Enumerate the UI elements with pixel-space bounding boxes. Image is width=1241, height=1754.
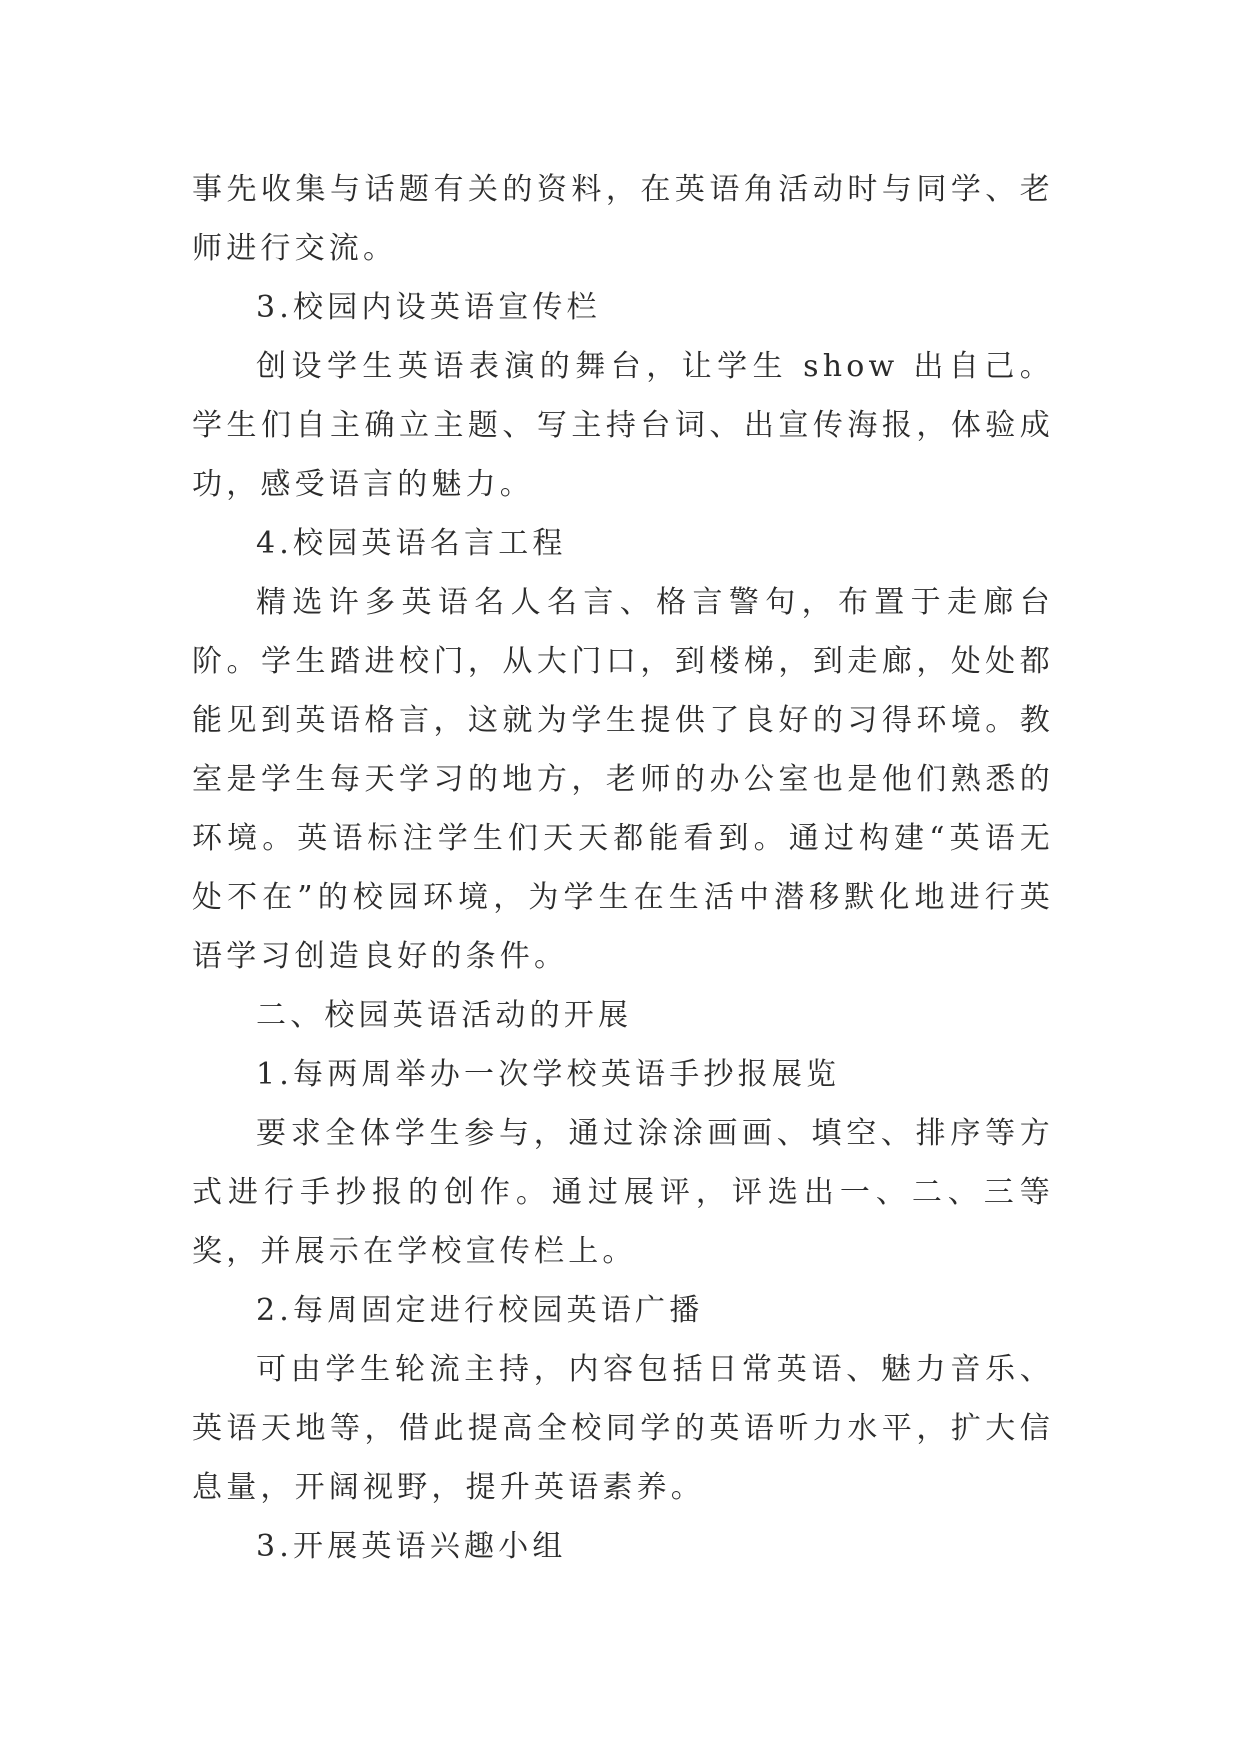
paragraph-continuation: 事先收集与话题有关的资料，在英语角活动时与同学、老师进行交流。 (192, 172, 1054, 266)
section-heading-english-broadcast: 2.每周固定进行校园英语广播 (256, 1293, 704, 1328)
chapter-heading-english-activities: 二、校园英语活动的开展 (256, 998, 633, 1033)
section-heading-english-bulletin-board: 3.校园内设英语宣传栏 (256, 290, 601, 325)
paragraph-english-performance-stage: 创设学生英语表演的舞台，让学生 show 出自己。学生们自主确立主题、写主持台词、出宣传海报，体验成功，感受语言的魅力。 (192, 349, 1054, 502)
section-heading-interest-group: 3.开展英语兴趣小组 (256, 1529, 567, 1564)
section-heading-english-quotes-project: 4.校园英语名言工程 (256, 526, 567, 561)
section-heading-handwritten-newspaper: 1.每两周举办一次学校英语手抄报展览 (256, 1057, 841, 1092)
paragraph-english-broadcast: 可由学生轮流主持，内容包括日常英语、魅力音乐、英语天地等，借此提高全校同学的英语听力水平，扩大信息量，开阔视野，提升英语素养。 (192, 1352, 1054, 1505)
paragraph-handwritten-newspaper: 要求全体学生参与，通过涂涂画画、填空、排序等方式进行手抄报的创作。通过展评，评选出一、二、三等奖，并展示在学校宣传栏上。 (192, 1116, 1054, 1269)
paragraph-english-quotes: 精选许多英语名人名言、格言警句，布置于走廊台阶。学生踏进校门，从大门口，到楼梯，到走廊，处处都能见到英语格言，这就为学生提供了良好的习得环境。教室是学生每天学习的地方，老师的办公室也是他们熟悉的环境。英语标注学生们天天都能看到。通过构建“英语无处不在”的校园环境，为学生在生活中潜移默化地进行英语学习创造良好的条件。 (192, 585, 1054, 974)
document-page (192, 160, 1054, 1576)
